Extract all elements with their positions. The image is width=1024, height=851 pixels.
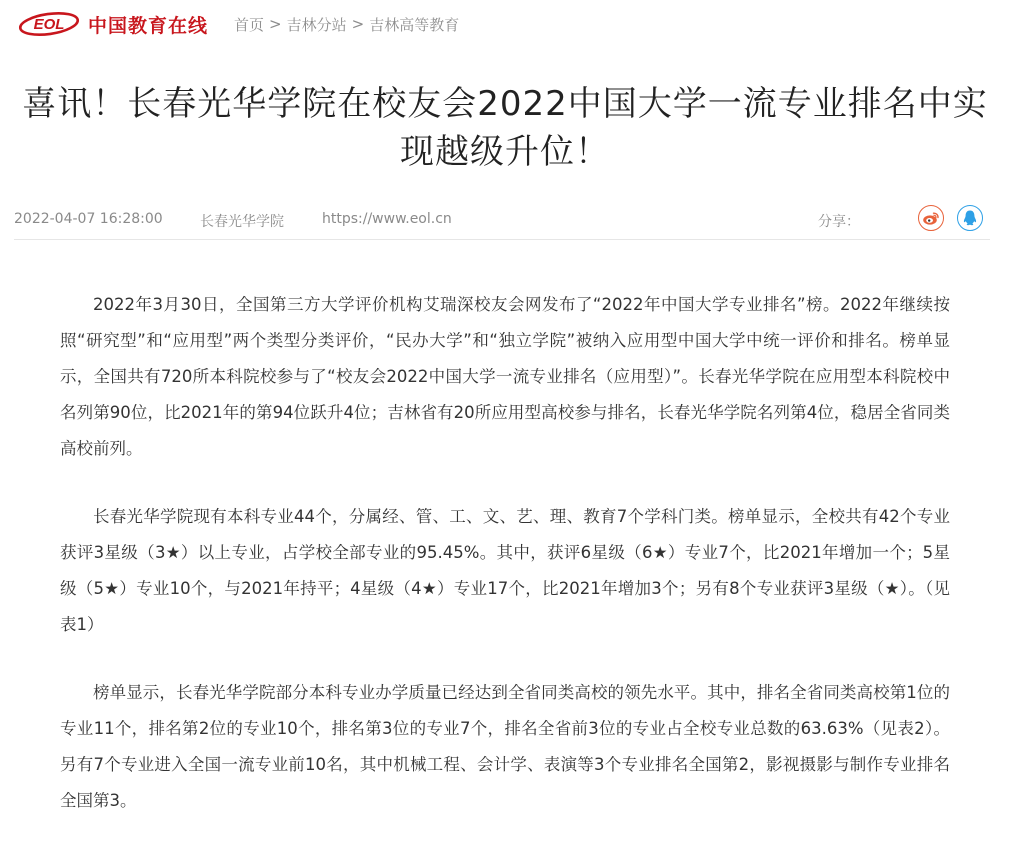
publish-date: 2022-04-07 16:28:00 xyxy=(14,211,163,227)
article-paragraph: 榜单显示，长春光华学院部分本科专业办学质量已经达到全省同类高校的领先水平。其中，排名全省同类高校第1位的专业11个，排名第2位的专业10个，排名第3位的专业7个，排名全省前3位的专业占全校专业总数的63.63%（见表2）。另有7个专业进入全国一流专业前10名，其中机械工程、会计学、表演等3个专业排名全国第2，影视摄影与制作专业排名全国第3。 xyxy=(60,683,950,810)
article-title: 喜讯！长春光华学院在校友会2022中国大学一流专业排名中实现越级升位！ xyxy=(22,84,988,172)
share-label: 分享： xyxy=(818,214,860,230)
site-name: 中国教育在线 xyxy=(88,14,209,37)
breadcrumb-home[interactable]: 首页 xyxy=(234,15,265,34)
breadcrumb-separator: > xyxy=(351,15,365,33)
article-source: 长春光华学院 xyxy=(200,214,284,230)
article-paragraph: 长春光华学院现有本科专业44个，分属经、管、工、文、艺、理、教育7个学科门类。榜单显示，全校共有42个专业获评3星级（3★）以上专业，占学校全部专业的95.45%。其中，获评6星级（6★）专业7个，比2021年增加一个；5星级（5★）专业10个，与2021年持平；4星级（4★）专业17个，比2021年增加3个；另有8个专业获评3星级（★）。（见表1） xyxy=(60,507,950,634)
breadcrumb-separator: > xyxy=(269,15,282,33)
article-body xyxy=(60,287,950,851)
article-paragraph: 2022年3月30日，全国第三方大学评价机构艾瑞深校友会网发布了“2022年中国大学专业排名”榜。2022年继续按照“研究型”和“应用型”两个类型分类评价，“民办大学”和“独立学院”被纳入应用型中国大学中统一评价和排名。榜单显示，全国共有720所本科院校参与了“校友会2022中国大学一流专业排名（应用型）”。长春光华学院在应用型本科院校中名列第90位，比2021年的第94位跃升4位；吉林省有20所应用型高校参与排名，长春光华学院名列第4位，稳居全省同类高校前列。 xyxy=(60,295,950,458)
weibo-icon xyxy=(922,210,940,226)
site-logo[interactable] xyxy=(18,11,208,38)
breadcrumb xyxy=(234,14,459,35)
qq-icon xyxy=(962,209,978,227)
share-qq-button[interactable] xyxy=(957,205,983,231)
breadcrumb-jilin-higher-education[interactable]: 吉林高等教育 xyxy=(369,15,460,34)
article-meta xyxy=(14,205,990,240)
eol-logo-icon xyxy=(18,11,80,37)
site-header xyxy=(18,8,459,40)
source-url: https://www.eol.cn xyxy=(322,211,452,227)
logo-mark-text: EOL xyxy=(33,16,65,33)
breadcrumb-jilin[interactable]: 吉林分站 xyxy=(286,15,347,34)
share-weibo-button[interactable] xyxy=(918,205,944,231)
